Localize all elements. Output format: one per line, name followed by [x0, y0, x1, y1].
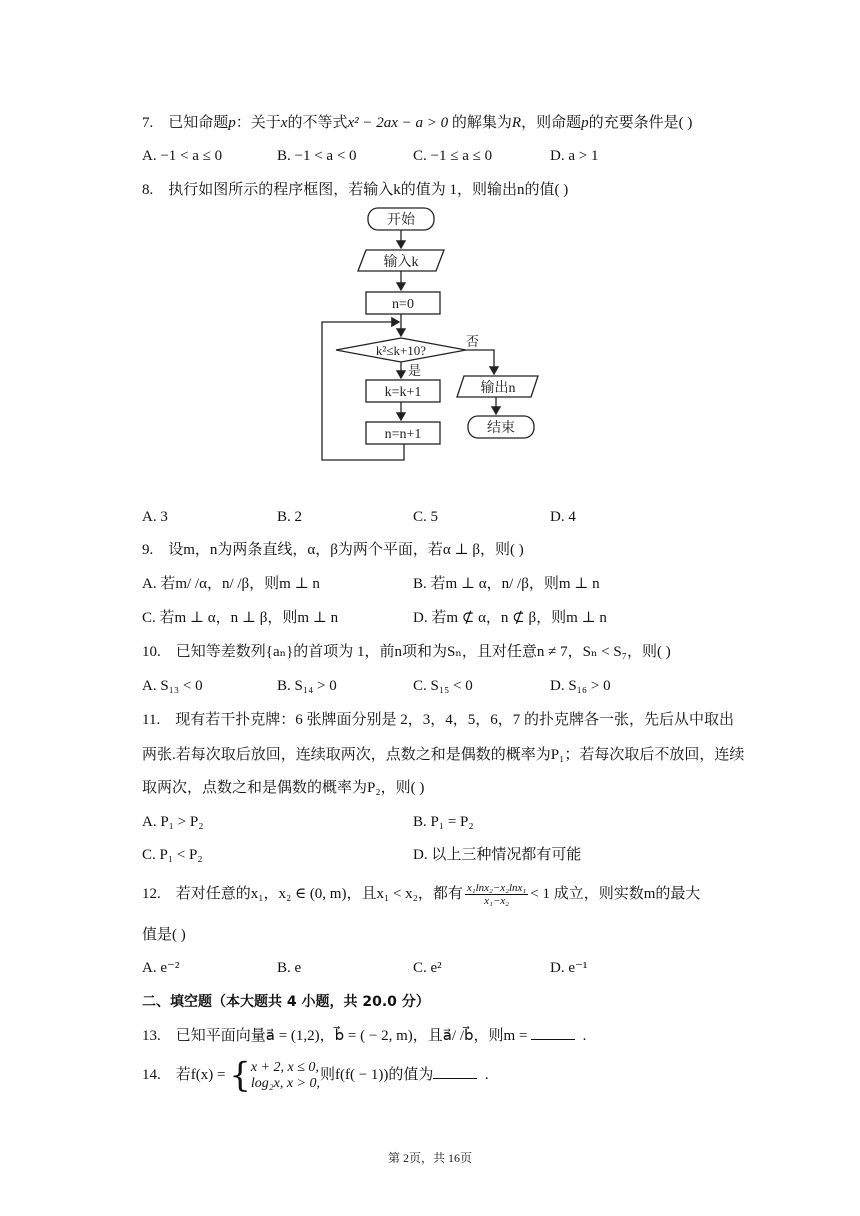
flow-output-text: 输出n [480, 381, 516, 396]
flow-no-label: 否 [466, 334, 480, 349]
q7-option-c: C. −1 ≤ a ≤ 0 [413, 148, 493, 164]
q8-number: 8. [142, 182, 154, 198]
q11-option-b: B. P₁ = P₂ [413, 814, 474, 830]
program-flowchart [300, 200, 560, 468]
q11-option-d: D. 以上三种情况都有可能 [413, 847, 582, 863]
flow-init-text: n=0 [392, 297, 414, 312]
q14-piecewise: { x + 2, x ≤ 0, log₂x, x > 0, [229, 1055, 320, 1096]
q11-stem-line1: 11. 现有若干扑克牌：6 张牌面分别是 2，3，4，5，6，7 的扑克牌各一张，先后从中取出 [142, 712, 734, 728]
q14-number: 14. [142, 1067, 161, 1083]
q7-number: 7. [142, 115, 154, 131]
q12-option-d: D. e⁻¹ [550, 960, 588, 976]
brace-icon: { [229, 1055, 251, 1096]
page-footer: 第 2页，共 16页 [387, 1151, 472, 1165]
q11-number: 11. [142, 712, 161, 728]
q7-stem: 7. 已知命题p：关于x的不等式x² − 2ax − a > 0 的解集为R，则命题p的充要条件是( ) [142, 115, 693, 131]
q11-stem-line2: 两张.若每次取后放回，连续取两次，点数之和是偶数的概率为P₁；若每次取后不放回，连续 [142, 747, 745, 763]
q9-option-b: B. 若m ⊥ α，n/ /β，则m ⊥ n [413, 576, 600, 592]
flow-step1-text: k=k+1 [384, 385, 422, 400]
q10-option-d: D. S₁₆ > 0 [550, 678, 611, 694]
q9-option-a: A. 若m/ /α，n/ /β，则m ⊥ n [142, 576, 320, 592]
section-heading: 二、填空题（本大题共 4 小题，共 20.0 分） [142, 994, 430, 1010]
q8-option-a: A. 3 [142, 509, 168, 525]
q14-stem: 14. 若f(x) = { x + 2, x ≤ 0, log₂x, x > 0, 则f(f( − 1))的值为 . [142, 1055, 489, 1096]
q10-stem: 10. 已知等差数列{aₙ}的首项为 1，前n项和为Sₙ，且对任意n ≠ 7，Sₙ < S₇，则( ) [142, 644, 671, 660]
q11-stem-line3: 取两次，点数之和是偶数的概率为P₂，则( ) [142, 780, 425, 796]
q12-stem-line1: 12. 若对任意的x₁，x₂ ∈ (0, m)，且x₁ < x₂，都有 $\frac{\text{x₁lnx₂−x₂lnx₁}}{\text{x₁−x₂}}$ < 1 成立，则实数m的最大 [142, 882, 701, 907]
q10-number: 10. [142, 644, 161, 660]
q13-number: 13. [142, 1028, 161, 1044]
flow-condition-text: k²≤k+10? [375, 343, 427, 358]
q8-option-b: B. 2 [277, 509, 303, 525]
q8-stem: 8. 执行如图所示的程序框图，若输入k的值为 1，则输出n的值( ) [142, 182, 569, 198]
q12-option-c: C. e² [413, 960, 442, 976]
q9-number: 9. [142, 542, 154, 558]
q9-option-c: C. 若m ⊥ α，n ⊥ β，则m ⊥ n [142, 610, 339, 626]
q10-option-b: B. S₁₄ > 0 [277, 678, 337, 694]
q12-number: 12. [142, 885, 161, 902]
q7-option-d: D. a > 1 [550, 148, 599, 164]
flow-step2-text: n=n+1 [384, 427, 422, 442]
q11-option-c: C. P₁ < P₂ [142, 847, 203, 863]
q12-stem-line2: 值是( ) [142, 927, 186, 943]
flow-end-text: 结束 [487, 421, 515, 436]
q12-option-a: A. e⁻² [142, 960, 180, 976]
q11-option-a: A. P₁ > P₂ [142, 814, 204, 830]
q12-option-b: B. e [277, 960, 302, 976]
q13-answer-blank[interactable] [531, 1025, 575, 1040]
q14-answer-blank[interactable] [433, 1064, 477, 1079]
q12-fraction: $\frac{\text{x₁lnx₂−x₂lnx₁}}{\text{x₁−x₂}}$ [466, 882, 527, 907]
q9-option-d: D. 若m ⊄ α，n ⊄ β，则m ⊥ n [413, 610, 607, 626]
q13-stem: 13. 已知平面向量a⃗ = (1,2)，b⃗ = ( − 2, m)，且a⃗/ /b⃗，则m = . [142, 1025, 586, 1046]
q7-option-a: A. −1 < a ≤ 0 [142, 148, 223, 164]
q10-option-a: A. S₁₃ < 0 [142, 678, 203, 694]
flow-start-text: 开始 [387, 213, 415, 228]
flow-input-text: 输入k [383, 255, 419, 270]
q8-option-d: D. 4 [550, 509, 576, 525]
q7-option-b: B. −1 < a < 0 [277, 148, 357, 164]
flow-yes-label: 是 [408, 363, 422, 378]
q8-option-c: C. 5 [413, 509, 439, 525]
q9-stem: 9. 设m，n为两条直线，α，β为两个平面，若α ⊥ β，则( ) [142, 542, 524, 558]
q10-option-c: C. S₁₅ < 0 [413, 678, 473, 694]
